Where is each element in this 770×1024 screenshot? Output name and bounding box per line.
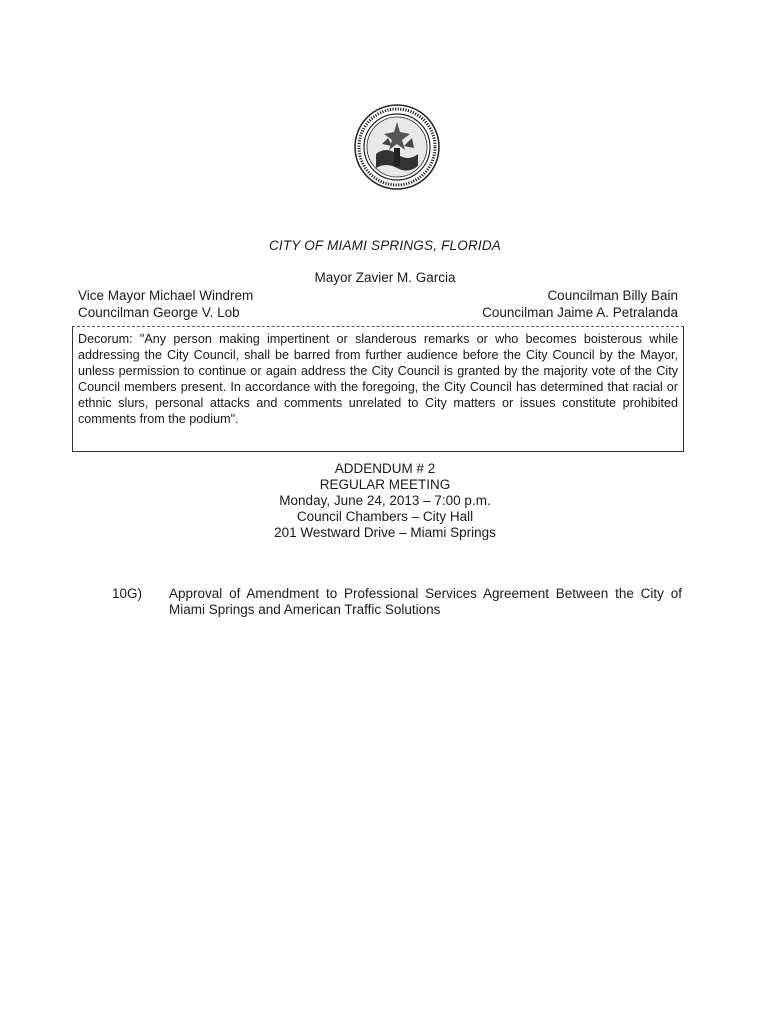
mayor-name: Mayor Zavier M. Garcia — [314, 270, 456, 285]
decorum-notice: Decorum: "Any person making impertinent or slanderous remarks or who becomes boisterous while addressing the City Council, shall be barred from further audience before the City Council by the Mayor, unless permission to continue or again address the City Council is granted by the majority vote of the City Council members present. In accordance with the foregoing, the City Council has determined that racial or ethnic slurs, personal attacks and comments unrelated to City matters or issues constitute prohibited comments from the podium". — [72, 326, 684, 452]
addendum-number: ADDENDUM # 2 — [334, 461, 436, 476]
meeting-info — [0, 461, 770, 541]
meeting-address: 201 Westward Drive – Miami Springs — [274, 525, 496, 540]
agenda-item-number: 10G) — [112, 586, 143, 601]
council-row-1 — [78, 288, 678, 303]
councilman-lob-name: Councilman George V. Lob — [78, 305, 240, 320]
councilman-bain-name: Councilman Billy Bain — [547, 288, 678, 303]
council-row-2 — [78, 305, 678, 320]
city-title: CITY OF MIAMI SPRINGS, FLORIDA — [268, 238, 502, 253]
city-seal-icon — [354, 104, 440, 190]
meeting-type: REGULAR MEETING — [319, 477, 451, 492]
agenda-item — [112, 586, 682, 618]
agenda-item-text: Approval of Amendment to Professional Services Agreement Between the City of Miami Springs and American Traffic Solutions — [169, 586, 682, 617]
councilman-petralanda-name: Councilman Jaime A. Petralanda — [482, 305, 678, 320]
meeting-datetime: Monday, June 24, 2013 – 7:00 p.m. — [279, 493, 491, 508]
vice-mayor-name: Vice Mayor Michael Windrem — [78, 288, 254, 303]
meeting-location: Council Chambers – City Hall — [296, 509, 474, 524]
